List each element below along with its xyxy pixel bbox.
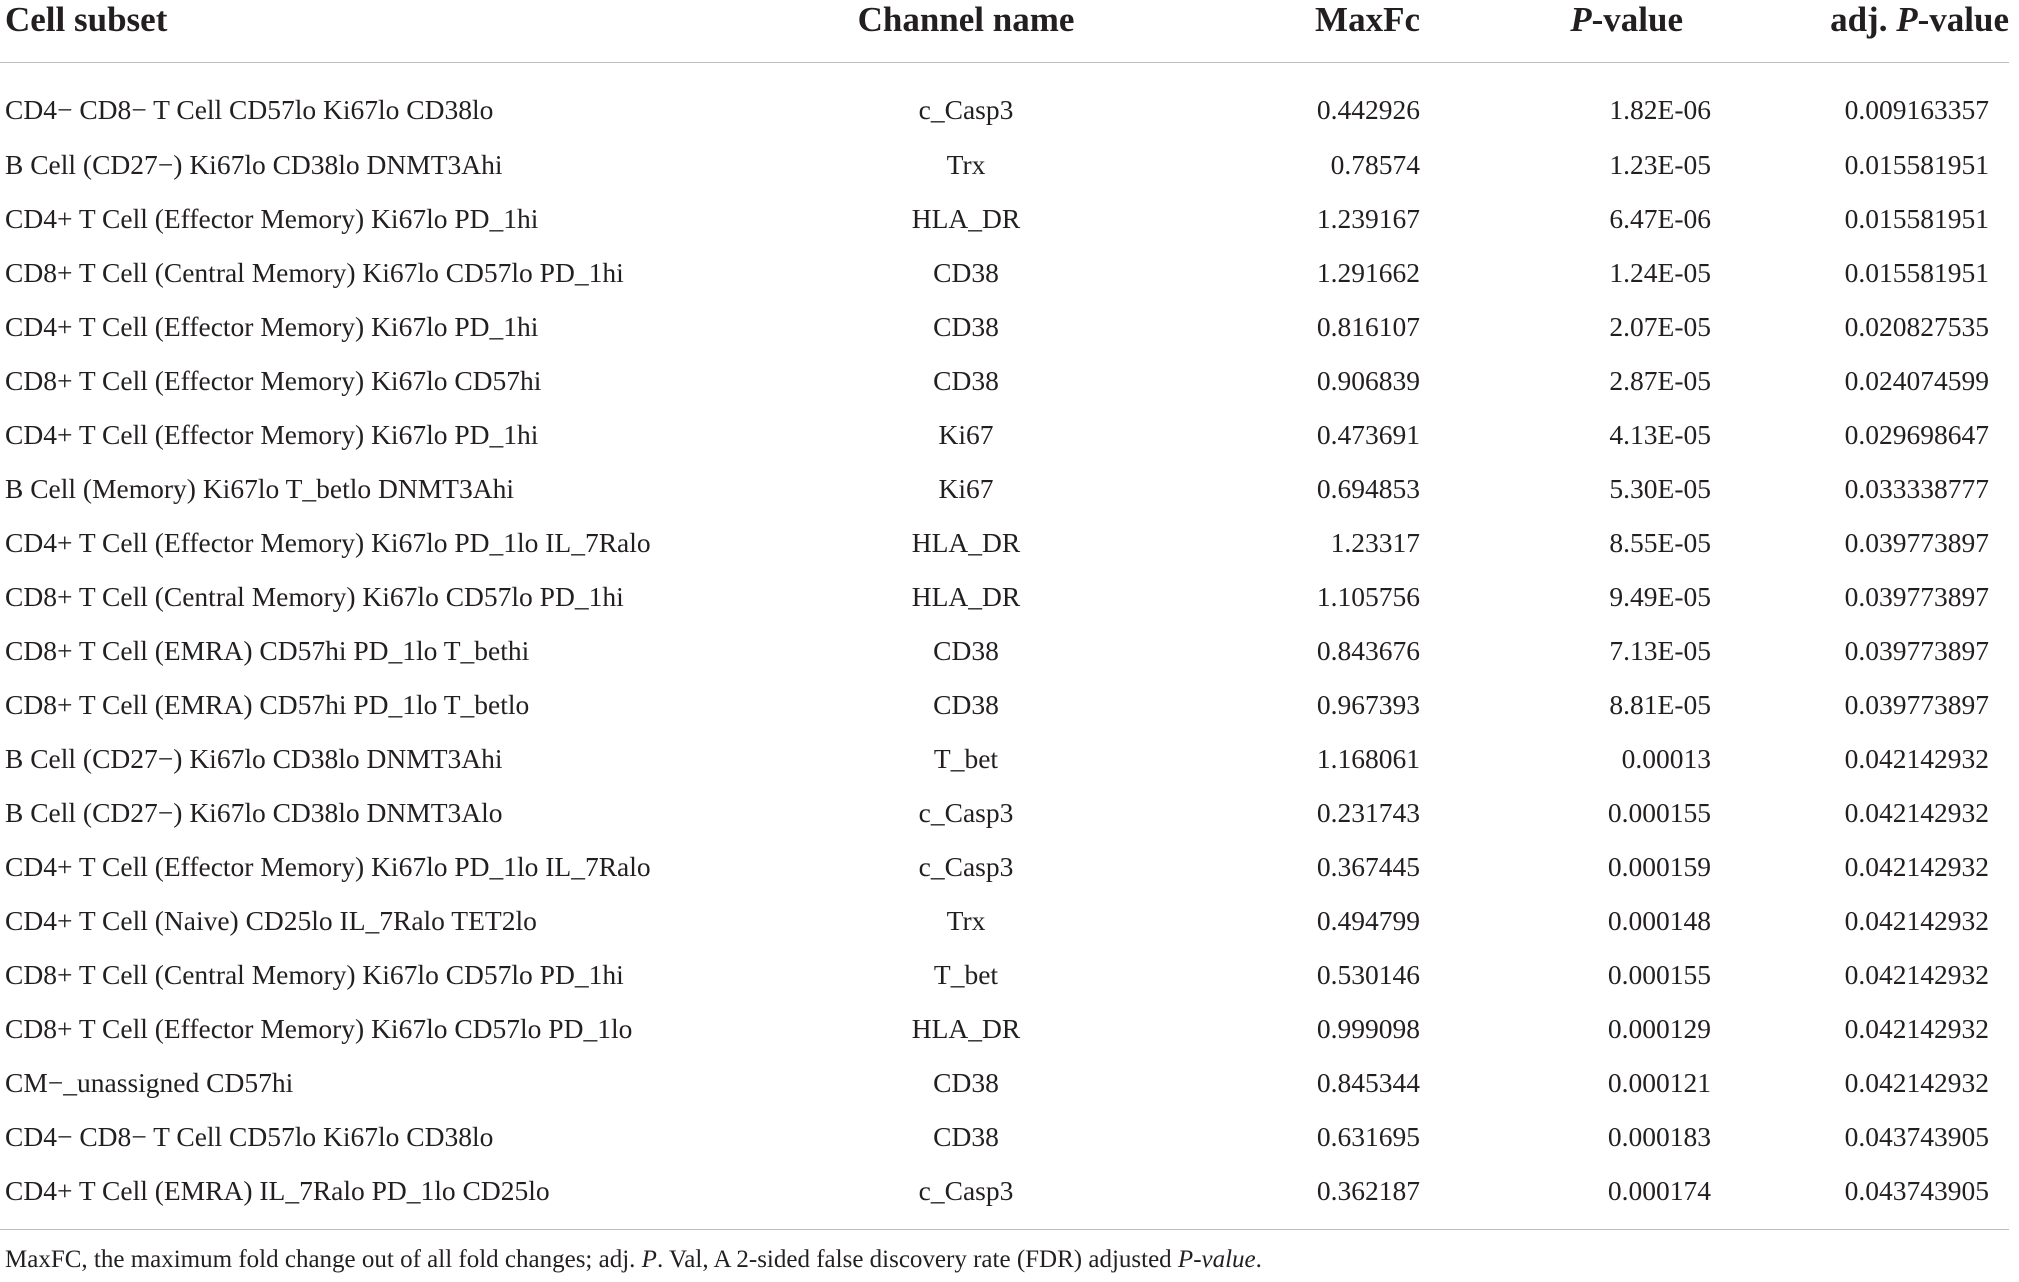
adj-p-value-cell: 0.042142932 xyxy=(1844,743,1989,774)
table-row xyxy=(0,786,2009,840)
cell-subset-cell: CD4+ T Cell (Effector Memory) Ki67lo PD_1hi xyxy=(5,311,539,342)
adj-p-value-cell: 0.039773897 xyxy=(1844,689,1989,720)
maxfc-cell: 0.367445 xyxy=(1316,851,1420,882)
maxfc-cell: 1.23317 xyxy=(1330,527,1420,558)
p-value-cell: 2.87E-05 xyxy=(1609,365,1711,396)
channel-name-cell: T_bet xyxy=(933,959,999,990)
p-value-cell: 9.49E-05 xyxy=(1609,581,1711,612)
maxfc-cell: 0.843676 xyxy=(1316,635,1420,666)
header-row xyxy=(0,0,2009,62)
table-footnote xyxy=(5,1245,1262,1275)
adj-p-value-cell: 0.042142932 xyxy=(1844,905,1989,936)
p-value-cell: 0.000121 xyxy=(1607,1067,1711,1098)
cell-subset-cell: CD8+ T Cell (EMRA) CD57hi PD_1lo T_bethi xyxy=(5,635,530,666)
table-row xyxy=(0,1164,2009,1234)
cell-subset-cell: CD4+ T Cell (EMRA) IL_7Ralo PD_1lo CD25lo xyxy=(5,1175,550,1206)
channel-name-cell: c_Casp3 xyxy=(918,797,1014,828)
p-value-cell: 0.000155 xyxy=(1607,959,1711,990)
table-row xyxy=(0,62,2009,138)
adj-p-value-cell: 0.042142932 xyxy=(1844,851,1989,882)
header-adj-prefix: adj. xyxy=(1830,0,1897,39)
table-row xyxy=(0,462,2009,516)
cell-subset-cell: CD4+ T Cell (Effector Memory) Ki67lo PD_1lo IL_7Ralo xyxy=(5,527,651,558)
channel-name-cell: HLA_DR xyxy=(911,203,1021,234)
footnote-italic1: P xyxy=(641,1246,657,1273)
header-p-rest: -value xyxy=(1591,0,1683,39)
adj-p-value-cell: 0.033338777 xyxy=(1844,473,1989,504)
channel-name-cell: CD38 xyxy=(933,1121,999,1152)
cell-subset-cell: CD8+ T Cell (Effector Memory) Ki67lo CD57hi xyxy=(5,365,542,396)
p-value-cell: 8.55E-05 xyxy=(1609,527,1711,558)
cell-subset-cell: B Cell (CD27−) Ki67lo CD38lo DNMT3Ahi xyxy=(5,149,503,180)
cell-subset-cell: CM−_unassigned CD57hi xyxy=(5,1067,294,1098)
p-value-cell: 0.000174 xyxy=(1607,1175,1711,1206)
adj-p-value-cell: 0.020827535 xyxy=(1844,311,1989,342)
adj-p-value-cell: 0.015581951 xyxy=(1844,257,1989,288)
table-row xyxy=(0,1056,2009,1110)
header-adj-rest: -value xyxy=(1917,0,2009,39)
adj-p-value-cell: 0.043743905 xyxy=(1844,1175,1989,1206)
p-value-cell: 2.07E-05 xyxy=(1609,311,1711,342)
p-value-cell: 4.13E-05 xyxy=(1609,419,1711,450)
table-row xyxy=(0,192,2009,246)
maxfc-cell: 0.530146 xyxy=(1316,959,1420,990)
footnote-italic2: P-value xyxy=(1177,1246,1256,1273)
cell-subset-cell: CD4− CD8− T Cell CD57lo Ki67lo CD38lo xyxy=(5,1121,494,1152)
maxfc-cell: 0.494799 xyxy=(1316,905,1420,936)
channel-name-cell: HLA_DR xyxy=(911,527,1021,558)
maxfc-cell: 0.999098 xyxy=(1316,1013,1420,1044)
maxfc-cell: 1.291662 xyxy=(1316,257,1420,288)
channel-name-cell: c_Casp3 xyxy=(918,851,1014,882)
channel-name-cell: Ki67 xyxy=(938,473,994,504)
channel-name-cell: CD38 xyxy=(933,635,999,666)
table-row xyxy=(0,1110,2009,1164)
adj-p-value-cell: 0.015581951 xyxy=(1844,149,1989,180)
maxfc-cell: 1.105756 xyxy=(1316,581,1420,612)
channel-name-cell: Ki67 xyxy=(938,419,994,450)
maxfc-cell: 0.631695 xyxy=(1316,1121,1420,1152)
p-value-cell: 6.47E-06 xyxy=(1609,203,1711,234)
table-row xyxy=(0,408,2009,462)
adj-p-value-cell: 0.039773897 xyxy=(1844,527,1989,558)
adj-p-value-cell: 0.042142932 xyxy=(1844,1067,1989,1098)
table-row xyxy=(0,246,2009,300)
channel-name-cell: CD38 xyxy=(933,1067,999,1098)
cell-subset-cell: CD8+ T Cell (Central Memory) Ki67lo CD57lo PD_1hi xyxy=(5,959,624,990)
p-value-cell: 0.000155 xyxy=(1607,797,1711,828)
p-value-cell: 0.00013 xyxy=(1621,743,1711,774)
header-channel-name: Channel name xyxy=(770,0,1162,62)
adj-p-value-cell: 0.029698647 xyxy=(1844,419,1989,450)
maxfc-cell: 0.845344 xyxy=(1316,1067,1420,1098)
p-value-cell: 8.81E-05 xyxy=(1609,689,1711,720)
cell-subset-cell: CD8+ T Cell (EMRA) CD57hi PD_1lo T_betlo xyxy=(5,689,530,720)
header-adj-italic: P xyxy=(1896,0,1918,39)
header-p-italic: P xyxy=(1570,0,1592,39)
maxfc-cell: 0.694853 xyxy=(1316,473,1420,504)
maxfc-cell: 0.231743 xyxy=(1316,797,1420,828)
p-value-cell: 1.24E-05 xyxy=(1609,257,1711,288)
adj-p-value-cell: 0.039773897 xyxy=(1844,635,1989,666)
header-cell-subset: Cell subset xyxy=(0,0,770,62)
cell-subset-cell: CD8+ T Cell (Central Memory) Ki67lo CD57lo PD_1hi xyxy=(5,581,624,612)
p-value-cell: 0.000183 xyxy=(1607,1121,1711,1152)
table-row xyxy=(0,678,2009,732)
table-row xyxy=(0,516,2009,570)
p-value-cell: 5.30E-05 xyxy=(1609,473,1711,504)
adj-p-value-cell: 0.024074599 xyxy=(1844,365,1989,396)
maxfc-cell: 0.816107 xyxy=(1316,311,1420,342)
adj-p-value-cell: 0.009163357 xyxy=(1844,94,1989,126)
adj-p-value-cell: 0.039773897 xyxy=(1844,581,1989,612)
footnote-part1: MaxFC, the maximum fold change out of all fold changes; adj. xyxy=(5,1246,642,1273)
adj-p-value-cell: 0.043743905 xyxy=(1844,1121,1989,1152)
p-value-cell: 0.000148 xyxy=(1607,905,1711,936)
header-maxfc: MaxFc xyxy=(1162,0,1430,62)
p-value-cell: 1.23E-05 xyxy=(1609,149,1711,180)
channel-name-cell: c_Casp3 xyxy=(918,1175,1014,1206)
channel-name-cell: T_bet xyxy=(933,743,999,774)
table-bottom-rule xyxy=(0,1229,2009,1230)
channel-name-cell: c_Casp3 xyxy=(918,94,1014,126)
table-row xyxy=(0,354,2009,408)
channel-name-cell: Trx xyxy=(946,149,986,180)
p-value-cell: 1.82E-06 xyxy=(1609,94,1711,126)
table-row xyxy=(0,138,2009,192)
cell-subset-cell: CD4+ T Cell (Effector Memory) Ki67lo PD_1hi xyxy=(5,203,539,234)
cell-subset-cell: B Cell (CD27−) Ki67lo CD38lo DNMT3Ahi xyxy=(5,743,503,774)
table-row xyxy=(0,840,2009,894)
cell-subset-cell: CD4− CD8− T Cell CD57lo Ki67lo CD38lo xyxy=(5,94,494,126)
cell-subset-cell: CD4+ T Cell (Effector Memory) Ki67lo PD_1hi xyxy=(5,419,539,450)
adj-p-value-cell: 0.042142932 xyxy=(1844,959,1989,990)
channel-name-cell: HLA_DR xyxy=(911,1013,1021,1044)
maxfc-cell: 0.78574 xyxy=(1330,149,1420,180)
maxfc-cell: 0.906839 xyxy=(1316,365,1420,396)
table-row xyxy=(0,1002,2009,1056)
cell-subset-cell: CD4+ T Cell (Effector Memory) Ki67lo PD_1lo IL_7Ralo xyxy=(5,851,651,882)
channel-name-cell: CD38 xyxy=(933,257,999,288)
channel-name-cell: CD38 xyxy=(933,689,999,720)
footnote-part2: . Val, A 2-sided false discovery rate (FDR) adjusted xyxy=(656,1246,1178,1273)
table-row xyxy=(0,732,2009,786)
channel-name-cell: Trx xyxy=(946,905,986,936)
cell-subset-cell: B Cell (CD27−) Ki67lo CD38lo DNMT3Alo xyxy=(5,797,503,828)
maxfc-cell: 1.168061 xyxy=(1316,743,1420,774)
table-header xyxy=(0,0,2009,62)
cell-subset-cell: CD8+ T Cell (Central Memory) Ki67lo CD57lo PD_1hi xyxy=(5,257,624,288)
maxfc-cell: 0.473691 xyxy=(1316,419,1420,450)
adj-p-value-cell: 0.042142932 xyxy=(1844,1013,1989,1044)
table-row xyxy=(0,948,2009,1002)
channel-name-cell: CD38 xyxy=(933,311,999,342)
table-body xyxy=(0,62,2009,1234)
p-value-cell: 7.13E-05 xyxy=(1609,635,1711,666)
adj-p-value-cell: 0.042142932 xyxy=(1844,797,1989,828)
footnote-part3: . xyxy=(1255,1246,1262,1273)
header-adj-p-value xyxy=(1719,0,2009,62)
table-row xyxy=(0,570,2009,624)
table-row xyxy=(0,300,2009,354)
channel-name-cell: HLA_DR xyxy=(911,581,1021,612)
cell-subset-cell: B Cell (Memory) Ki67lo T_betlo DNMT3Ahi xyxy=(5,473,514,504)
adj-p-value-cell: 0.015581951 xyxy=(1844,203,1989,234)
maxfc-cell: 0.362187 xyxy=(1316,1175,1420,1206)
p-value-cell: 0.000159 xyxy=(1607,851,1711,882)
cell-subset-cell: CD4+ T Cell (Naive) CD25lo IL_7Ralo TET2lo xyxy=(5,905,537,936)
maxfc-cell: 0.967393 xyxy=(1316,689,1420,720)
maxfc-cell: 1.239167 xyxy=(1316,203,1420,234)
p-value-cell: 0.000129 xyxy=(1607,1013,1711,1044)
table-row xyxy=(0,894,2009,948)
header-p-value xyxy=(1430,0,1719,62)
channel-name-cell: CD38 xyxy=(933,365,999,396)
maxfc-cell: 0.442926 xyxy=(1316,94,1420,126)
table-row xyxy=(0,624,2009,678)
cell-subset-cell: CD8+ T Cell (Effector Memory) Ki67lo CD57lo PD_1lo xyxy=(5,1013,633,1044)
